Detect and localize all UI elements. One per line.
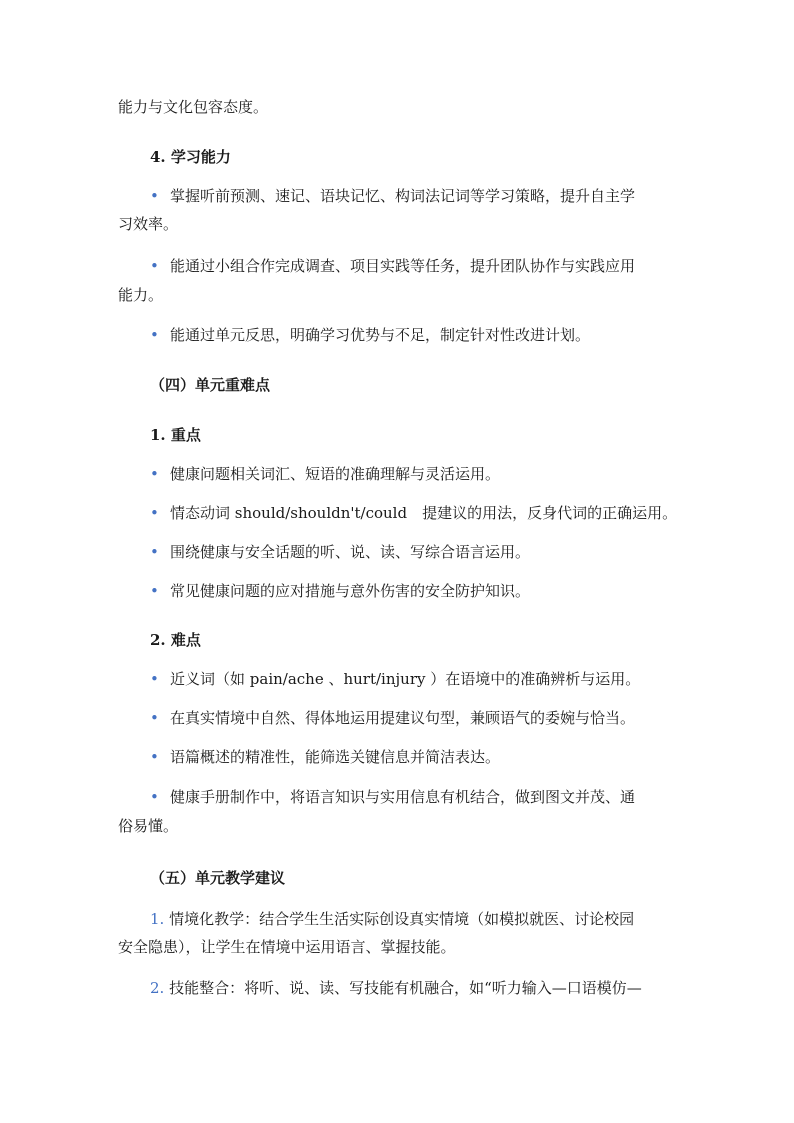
heading-text: 4. 学习能力: [150, 148, 231, 166]
paragraph-text: 能力与文化包容态度。: [118, 98, 269, 116]
list-item-text: 掌握听前预测、速记、语块记忆、构词法记词等学习策略，提升自主学: [170, 187, 636, 205]
section-heading-learning-ability: [150, 146, 231, 168]
list-item-text: 能力。: [118, 286, 164, 304]
list-item: [150, 324, 590, 346]
list-item-continuation: [118, 815, 178, 837]
list-item-text: 情态动词 should/shouldn't/could 提建议的用法，反身代词的正确运用。: [170, 504, 678, 522]
bullet-icon: •: [150, 187, 159, 205]
bullet-icon: •: [150, 257, 159, 275]
bullet-icon: •: [150, 326, 159, 344]
numbered-item-text: 技能整合：将听、说、读、写技能有机融合，如“听力输入—口语模仿—: [169, 979, 642, 997]
subheading-difficult-points: [150, 629, 201, 651]
list-item: [150, 255, 635, 277]
list-item: [150, 707, 635, 729]
bullet-icon: •: [150, 504, 159, 522]
bullet-icon: •: [150, 709, 159, 727]
bullet-icon: •: [150, 543, 159, 561]
bullet-icon: •: [150, 788, 159, 806]
paragraph-continuation: [118, 96, 268, 118]
heading-text: 1. 重点: [150, 426, 201, 444]
bullet-icon: •: [150, 465, 159, 483]
numbered-item: [150, 977, 642, 999]
list-item-text: 健康问题相关词汇、短语的准确理解与灵活运用。: [170, 465, 501, 483]
list-item: [150, 786, 635, 808]
list-item: [150, 185, 635, 207]
list-item: [150, 746, 500, 768]
list-item-text: 能通过小组合作完成调查、项目实践等任务，提升团队协作与实践应用: [170, 257, 636, 275]
list-item-text: 健康手册制作中，将语言知识与实用信息有机结合，做到图文并茂、通: [170, 788, 636, 806]
list-item: [150, 580, 530, 602]
list-item: [150, 463, 500, 485]
list-item-text: 俗易懂。: [118, 817, 179, 835]
list-item-text: 近义词（如 pain/ache 、hurt/injury ）在语境中的准确辨析与运用。: [170, 670, 641, 688]
section-heading-teaching-suggestions: [150, 867, 285, 889]
numbered-item-continuation: [118, 936, 456, 958]
list-item: [150, 502, 677, 524]
list-item-continuation: [118, 284, 163, 306]
list-item: [150, 668, 640, 690]
list-item-text: 语篇概述的精准性，能筛选关键信息并简洁表达。: [170, 748, 501, 766]
bullet-icon: •: [150, 582, 159, 600]
numbered-item-text: 安全隐患），让学生在情境中运用语言、掌握技能。: [118, 938, 456, 956]
bullet-icon: •: [150, 748, 159, 766]
list-item-text: 能通过单元反思，明确学习优势与不足，制定针对性改进计划。: [170, 326, 591, 344]
item-number: 2.: [150, 979, 165, 997]
bullet-icon: •: [150, 670, 159, 688]
list-item-text: 在真实情境中自然、得体地运用提建议句型，兼顾语气的委婉与恰当。: [170, 709, 636, 727]
section-heading-key-difficulties: [150, 374, 270, 396]
heading-text: （五）单元教学建议: [150, 869, 286, 887]
list-item-text: 习效率。: [118, 215, 179, 233]
numbered-item-text: 情境化教学：结合学生生活实际创设真实情境（如模拟就医、讨论校园: [169, 910, 635, 928]
heading-text: 2. 难点: [150, 631, 201, 649]
list-item-text: 常见健康问题的应对措施与意外伤害的安全防护知识。: [170, 582, 531, 600]
numbered-item: [150, 908, 634, 930]
list-item-continuation: [118, 213, 178, 235]
item-number: 1.: [150, 910, 165, 928]
list-item-text: 围绕健康与安全话题的听、说、读、写综合语言运用。: [170, 543, 531, 561]
heading-text: （四）单元重难点: [150, 376, 271, 394]
subheading-key-points: [150, 424, 201, 446]
list-item: [150, 541, 530, 563]
